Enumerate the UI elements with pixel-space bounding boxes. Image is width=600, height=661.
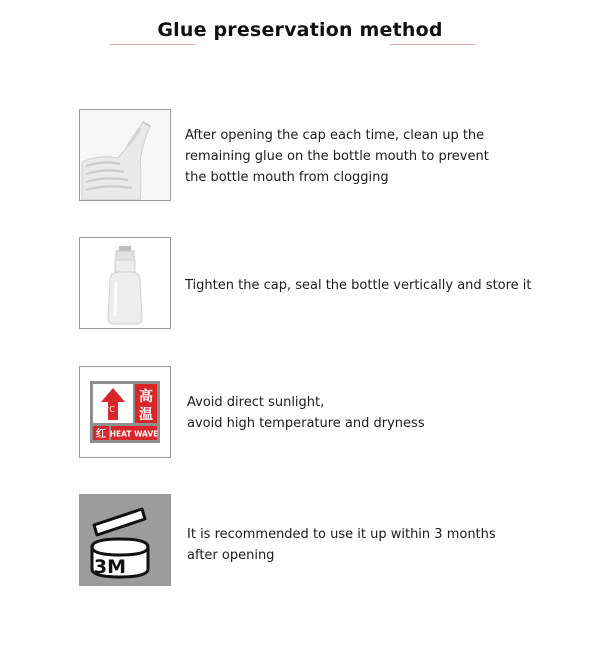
bottle-nozzle-icon [79, 109, 171, 201]
step-text-line: Avoid direct sunlight, [187, 395, 325, 410]
capped-bottle-icon [79, 237, 171, 329]
step-row-avoid-heat [0, 366, 600, 460]
months-badge: 3M [93, 556, 127, 578]
red-char: 红 [96, 429, 106, 440]
step-description [187, 392, 425, 434]
step-row-seal-bottle [0, 237, 600, 331]
step-text-line: after opening [187, 548, 275, 563]
step-row-use-within [0, 494, 600, 588]
step-description [185, 125, 489, 188]
step-description [187, 524, 496, 566]
step-text-line: Tighten the cap, seal the bottle vertically and store it [185, 278, 532, 293]
step-text-line: It is recommended to use it up within 3 months [187, 527, 496, 542]
title-divider-right [390, 44, 475, 45]
step-row-clean-nozzle [0, 109, 600, 203]
heat-char-top: 高 [139, 389, 153, 405]
step-text-line: remaining glue on the bottle mouth to prevent [185, 149, 489, 164]
open-jar-3m-icon [79, 494, 171, 586]
step-text-line: avoid high temperature and dryness [187, 416, 425, 431]
title-divider-left [110, 44, 195, 45]
step-text-line: After opening the cap each time, clean up the [185, 128, 485, 143]
celsius-symbol: °C [105, 405, 115, 414]
heat-warning-icon [79, 366, 171, 458]
heat-wave-label: HEAT WAVE [109, 429, 159, 439]
step-description [185, 275, 532, 296]
page-title: Glue preservation method [157, 19, 443, 41]
step-text-line: the bottle mouth from clogging [185, 170, 389, 185]
heat-char-bottom: 温 [139, 407, 153, 423]
